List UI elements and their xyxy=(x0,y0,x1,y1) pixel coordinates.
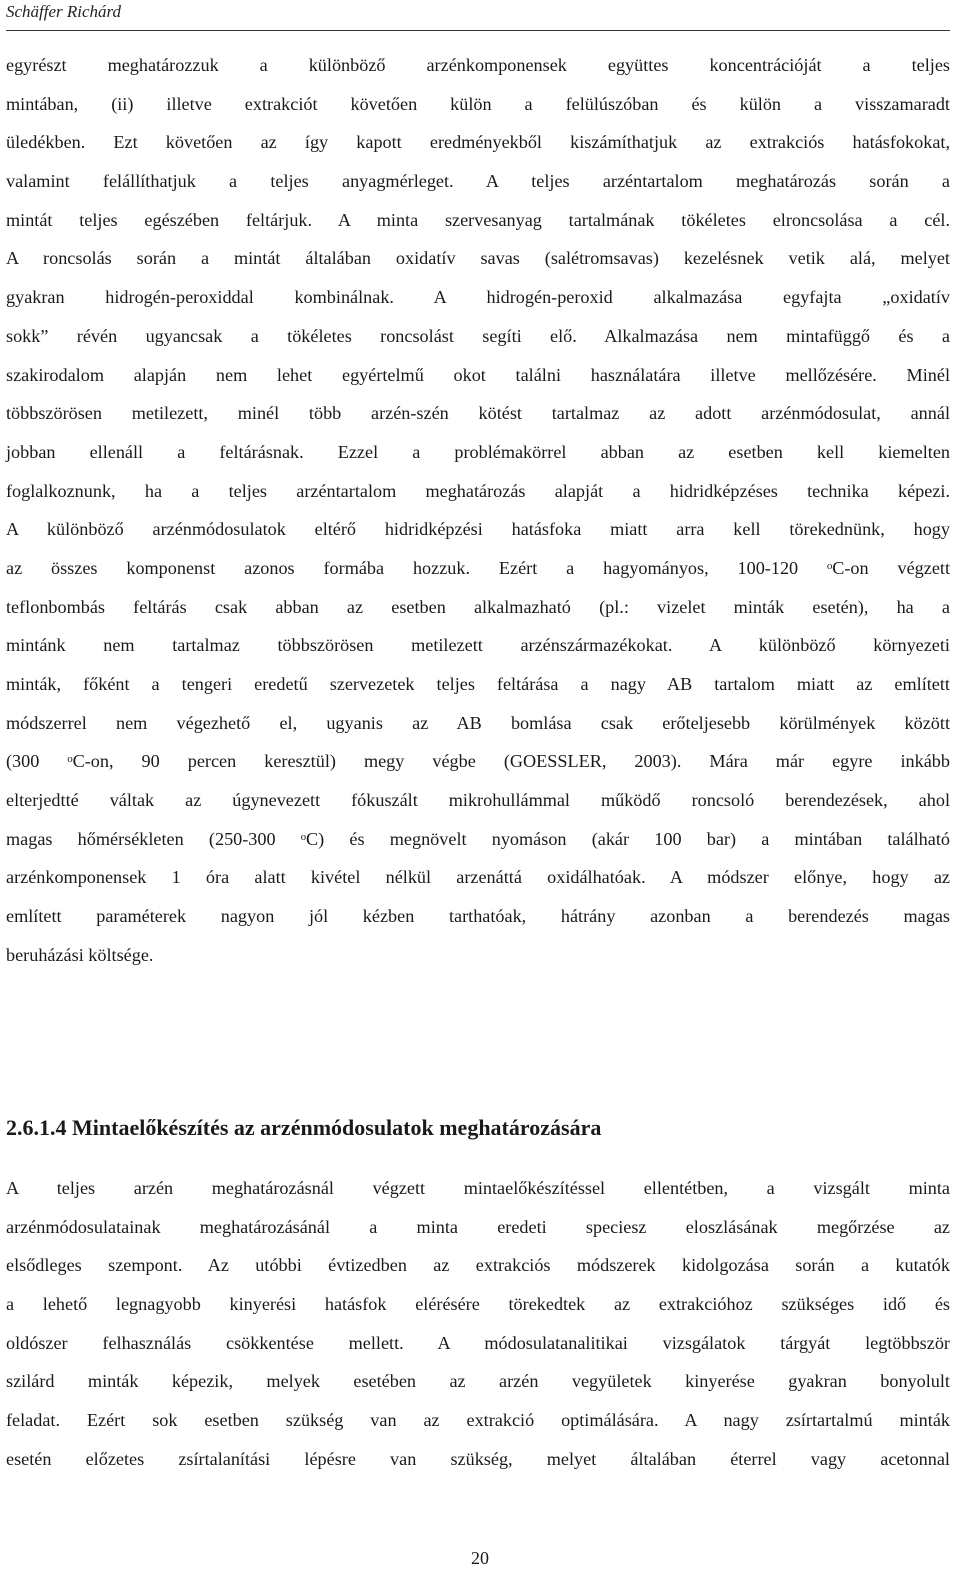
page-number: 20 xyxy=(471,1548,489,1568)
text-line: elsődleges szempont. Az utóbbi évtizedben az extrakciós módszerek kidolgozása során a kutatók xyxy=(6,1255,950,1276)
text-line: foglalkoznunk, ha a teljes arzéntartalom meghatározás alapját a hidridképzéses technika képezi. xyxy=(6,480,950,501)
text-line: szakirodalom alapján nem lehet egyértelmű okot találni használatára illetve mellőzésére. Minél xyxy=(6,364,950,385)
body-paragraph-1 xyxy=(6,46,950,975)
text-line: említett paraméterek nagyon jól kézben tarthatóak, hátrány azonban a berendezés magas xyxy=(6,906,950,927)
section-heading: 2.6.1.4 Mintaelőkészítés az arzénmódosulatok meghatározására xyxy=(6,1115,602,1140)
text-line: üledékben. Ezt követően az így kapott eredményekből kiszámíthatjuk az extrakciós hatásfokokat, xyxy=(6,132,950,153)
text-line: mintát teljes egészében feltárjuk. A minta szervesanyag tartalmának tökéletes elroncsolása a cél. xyxy=(6,209,950,230)
text-line: A roncsolás során a mintát általában oxidatív savas (salétromsavas) kezelésnek vetik alá, melyet xyxy=(6,248,950,269)
text-line: magas hőmérsékleten (250-300 ᵒC) és megnövelt nyomáson (akár 100 bar) a mintában található xyxy=(6,828,950,849)
text-line: mintánk nem tartalmaz többszörösen metilezett arzénszármazékokat. A különböző környezeti xyxy=(6,635,950,656)
text-line: szilárd minták képezik, melyek esetében az arzén vegyületek kinyerése gyakran bonyolult xyxy=(6,1371,950,1392)
text-line: sokk” révén ugyancsak a tökéletes roncsolást segíti elő. Alkalmazása nem mintafüggő és a xyxy=(6,325,950,346)
text-line: esetén előzetes zsírtalanítási lépésre van szükség, melyet általában éterrel vagy acetonnal xyxy=(6,1448,950,1469)
text-line: a lehető legnagyobb kinyerési hatásfok elérésére törekedtek az extrakcióhoz szükséges idő és xyxy=(6,1294,950,1315)
text-line: jobban ellenáll a feltárásnak. Ezzel a problémakörrel abban az esetben kell kiemelten xyxy=(6,441,950,462)
text-line: beruházási költsége. xyxy=(6,944,154,965)
text-line: mintában, (ii) illetve extrakciót követően külön a felülúszóban és külön a visszamaradt xyxy=(6,93,950,114)
text-line: (300 ᵒC-on, 90 percen keresztül) megy végbe (GOESSLER, 2003). Mára már egyre inkább xyxy=(6,751,950,772)
text-line: A teljes arzén meghatározásnál végzett mintaelőkészítéssel ellentétben, a vizsgált minta xyxy=(6,1178,950,1198)
header-rule xyxy=(6,30,950,31)
text-line: teflonbombás feltárás csak abban az esetben alkalmazható (pl.: vizelet minták esetén), ha a xyxy=(6,596,950,617)
text-line: minták, főként a tengeri eredetű szervezetek teljes feltárása a nagy AB tartalom miatt az említett xyxy=(6,674,950,694)
text-line: elterjedtté váltak az úgynevezett fókuszált mikrohullámmal működő roncsoló berendezések, ahol xyxy=(6,790,950,811)
text-line: arzénmódosulatainak meghatározásánál a minta eredeti speciesz eloszlásának megőrzése az xyxy=(6,1216,950,1237)
text-line: A különböző arzénmódosulatok eltérő hidridképzési hatásfoka miatt arra kell törekednünk, hogy xyxy=(6,519,950,540)
text-line: arzénkomponensek 1 óra alatt kivétel nélkül arzenáttá oxidálhatóak. A módszer előnye, hogy az xyxy=(6,867,950,888)
text-line: valamint felállíthatjuk a teljes anyagmérleget. A teljes arzéntartalom meghatározás során a xyxy=(6,171,950,192)
text-line: gyakran hidrogén-peroxiddal kombinálnak. A hidrogén-peroxid alkalmazása egyfajta „oxidatív xyxy=(6,287,950,308)
text-line: egyrészt meghatározzuk a különböző arzénkomponensek együttes koncentrációját a teljes xyxy=(6,55,950,75)
running-head: Schäffer Richárd xyxy=(6,2,122,21)
text-line: módszerrel nem végezhető el, ugyanis az AB bomlása csak erőteljesebb körülmények között xyxy=(6,712,950,733)
text-line: az összes komponenst azonos formába hozzuk. Ezért a hagyományos, 100-120 ᵒC-on végzett xyxy=(6,557,950,578)
text-line: oldószer felhasználás csökkentése mellett. A módosulatanalitikai vizsgálatok tárgyát legtöbbször xyxy=(6,1332,950,1353)
text-line: többszörösen metilezett, minél több arzén-szén kötést tartalmaz az adott arzénmódosulat, annál xyxy=(6,403,950,424)
text-line: feladat. Ezért sok esetben szükség van az extrakció optimálására. A nagy zsírtartalmú minták xyxy=(6,1410,950,1431)
body-paragraph-2 xyxy=(6,1169,950,1479)
